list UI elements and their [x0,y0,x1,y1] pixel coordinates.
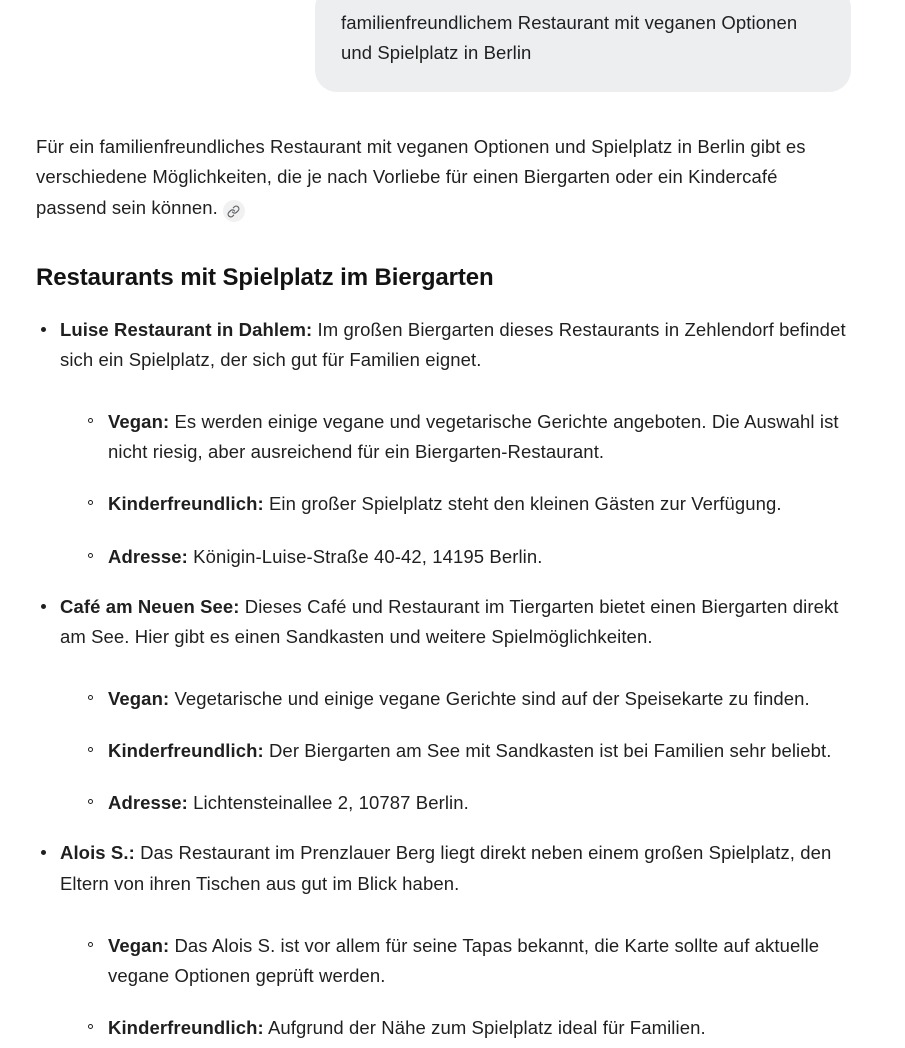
restaurant-summary [60,592,853,652]
list-item [84,489,853,519]
list-item [84,407,853,467]
detail-value: Lichtensteinallee 2, 10787 Berlin. [187,792,469,814]
list-item [84,684,853,714]
detail-label: Kinderfreundlich: [108,740,264,762]
detail-label: Adresse: [108,792,188,814]
detail-text [108,736,853,766]
restaurant-list [36,315,853,1043]
user-message-bubble: familienfreundlichem Restaurant mit veganen Optionen und Spielplatz in Berlin [315,0,851,92]
list-item [36,592,853,819]
spacer [36,820,853,838]
list-item [84,788,853,818]
list-item [36,838,853,1043]
detail-label: Adresse: [108,545,188,567]
detail-value: Das Alois S. ist vor allem für seine Tapas bekannt, die Karte sollte auf aktuelle vegane Optionen geprüft werden. [108,934,820,986]
detail-value: Vegetarische und einige vegane Gerichte sind auf der Speisekarte zu finden. [169,688,810,710]
detail-text [108,788,853,818]
spacer [60,899,853,917]
detail-text [108,489,853,519]
list-item [84,1013,853,1043]
restaurant-details [60,684,853,818]
list-item [84,542,853,572]
user-message-row [0,0,905,92]
detail-text [108,1013,853,1043]
intro-paragraph [36,132,853,222]
detail-text [108,931,853,991]
detail-text [108,684,853,714]
list-item [84,736,853,766]
spacer [60,375,853,393]
detail-text [108,407,853,467]
detail-label: Vegan: [108,411,170,433]
list-item [36,315,853,572]
spacer [60,652,853,670]
detail-value: Königin-Luise-Straße 40-42, 14195 Berlin. [187,545,543,567]
detail-label: Vegan: [108,934,170,956]
restaurant-summary [60,838,853,898]
restaurant-details [60,407,853,572]
link-icon[interactable] [223,200,245,222]
section-title: Restaurants mit Spielplatz im Biergarten [36,263,494,291]
intro-text: Für ein familienfreundliches Restaurant mit veganen Optionen und Spielplatz in Berlin gibt es verschiedene Möglichkeiten, die je nach Vorliebe für einen Biergarten oder ein Kindercafé passend sein können. [36,136,806,218]
restaurant-description: Dieses Café und Restaurant im Tiergarten bietet einen Biergarten direkt am See. Hier gibt es einen Sandkasten und weitere Spielmöglichkeiten. [60,595,839,647]
restaurant-details [60,931,853,1043]
restaurant-description: Im großen Biergarten dieses Restaurants in Zehlendorf befindet sich ein Spielplatz, der sich gut für Familien eignet. [60,318,846,371]
detail-value: Der Biergarten am See mit Sandkasten ist bei Familien sehr beliebt. [263,740,832,762]
detail-label: Kinderfreundlich: [108,493,264,515]
restaurant-description: Das Restaurant im Prenzlauer Berg liegt direkt neben einem großen Spielplatz, den Eltern von ihren Tischen aus gut im Blick haben. [60,842,832,894]
restaurant-name: Luise Restaurant in Dahlem: [60,318,313,340]
detail-label: Kinderfreundlich: [108,1017,264,1038]
detail-text [108,542,853,572]
detail-value: Aufgrund der Nähe zum Spielplatz ideal für Familien. [263,1017,706,1038]
detail-value: Es werden einige vegane und vegetarische Gerichte angeboten. Die Auswahl ist nicht riesig, aber ausreichend für ein Biergarten-Restaurant. [108,411,839,463]
restaurant-name: Café am Neuen See: [60,595,240,617]
list-item [84,931,853,991]
restaurant-summary [60,315,853,375]
assistant-answer [0,132,905,1043]
detail-label: Vegan: [108,688,170,710]
spacer [36,574,853,592]
restaurant-name: Alois S.: [60,842,135,864]
detail-value: Ein großer Spielplatz steht den kleinen Gästen zur Verfügung. [263,493,782,515]
